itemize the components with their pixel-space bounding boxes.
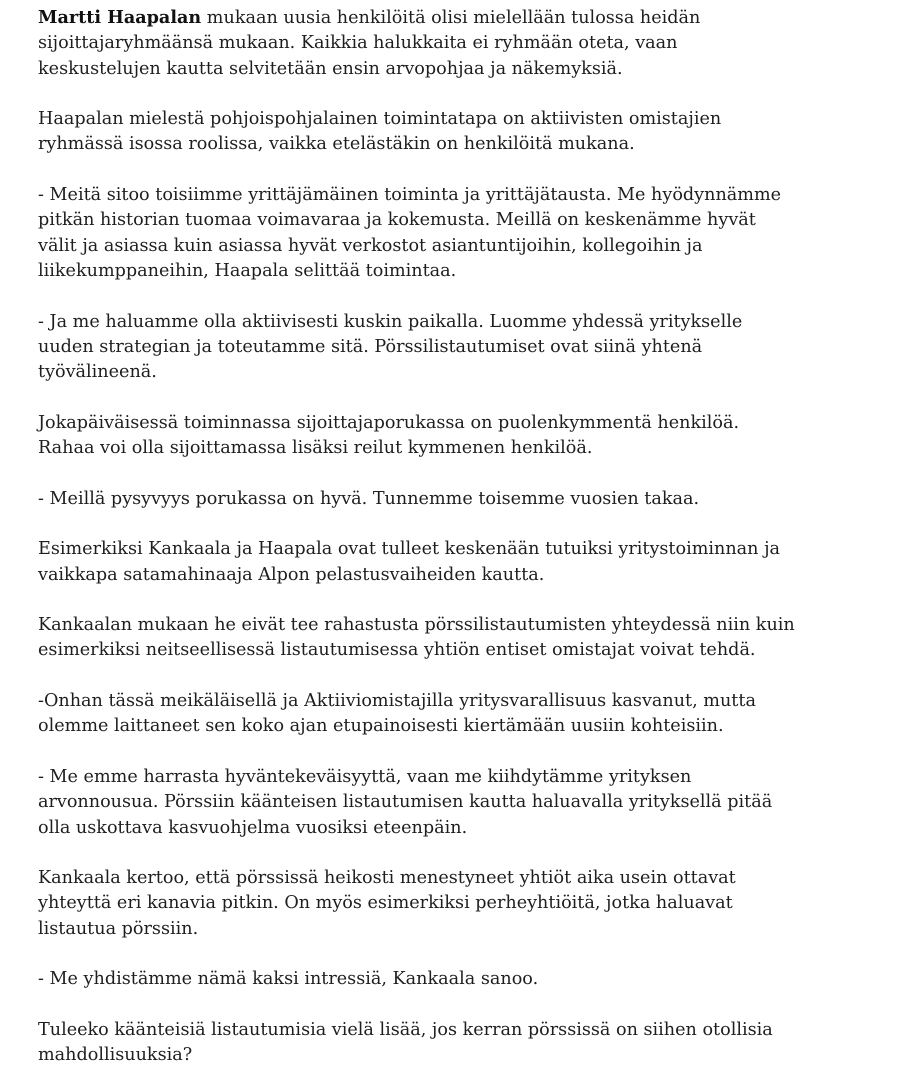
quote-paragraph: - Ja me haluamme olla aktiivisesti kuskin paikalla. Luomme yhdessä yritykselle uuden strategian ja toteutamme sitä. Pörssilistautumiset ovat siinä yhtenä työvälineenä.	[38, 311, 743, 383]
quote-paragraph: - Meitä sitoo toisiimme yrittäjämäinen toiminta ja yrittäjätausta. Me hyödynnämme pitkän historian tuomaa voimavaraa ja kokemusta. Meillä on keskenämme hyvät välit ja asiassa kuin asiassa hyvät verkostot asiantuntijoihin, kollegoihin ja liikekumppaneihin, Haapala selittää toimintaa.	[38, 185, 782, 281]
quote-paragraph: - Me yhdistämme nämä kaksi intressiä, Kankaala sanoo.	[38, 969, 539, 990]
question-paragraph: Tuleeko käänteisiä listautumisia vielä lisää, jos kerran pörssissä on siihen otollisia mahdollisuuksia?	[38, 1019, 773, 1066]
quote-paragraph: -Onhan tässä meikäläisellä ja Aktiiviomistajilla yritysvarallisuus kasvanut, mutta olemme laittaneet sen koko ajan etupainoisesti kiertämään uusiin kohteisiin.	[38, 691, 756, 737]
paragraph-lead	[38, 5, 798, 82]
article-body	[38, 5, 798, 1068]
paragraph: Kankaalan mukaan he eivät tee rahastusta pörssilistautumisten yhteydessä niin kuin esimerkiksi neitseellisessä listautumisessa yhtiön entiset omistajat voivat tehdä.	[38, 615, 795, 661]
person-name: Martti Haapalan	[38, 7, 202, 28]
quote-paragraph: - Me emme harrasta hyväntekeväisyyttä, vaan me kiihdytämme yrityksen arvonnousua. Pörssiin käänteisen listautumisen kautta haluavalla yrityksellä pitää olla uskottava kasvuohjelma vuosiksi eteenpäin.	[38, 766, 773, 838]
paragraph: Jokapäiväisessä toiminnassa sijoittajaporukassa on puolenkymmentä henkilöä. Rahaa voi olla sijoittamassa lisäksi reilut kymmenen henkilöä.	[38, 412, 740, 459]
paragraph: Kankaala kertoo, että pörssissä heikosti menestyneet yhtiöt aika usein ottavat yhteyttä eri kanavia pitkin. On myös esimerkiksi perheyhtiöitä, jotka haluavat listautua pörssiin.	[38, 868, 736, 939]
paragraph: Haapalan mielestä pohjoispohjalainen toimintatapa on aktiivisten omistajien ryhmässä isossa roolissa, vaikka etelästäkin on henkilöitä mukana.	[38, 109, 722, 155]
paragraph-text: mukaan uusia henkilöitä olisi mielellään tulossa heidän sijoittajaryhmäänsä mukaan. Kaikkia halukkaita ei ryhmään oteta, vaan keskustelujen kautta selvitetään ensin arvopohjaa ja näkemyksiä.	[38, 8, 701, 79]
paragraph: Esimerkiksi Kankaala ja Haapala ovat tulleet keskenään tutuiksi yritystoiminnan ja vaikkapa satamahinaaja Alpon pelastusvaiheiden kautta.	[38, 539, 781, 585]
quote-paragraph: - Meillä pysyvyys porukassa on hyvä. Tunnemme toisemme vuosien takaa.	[38, 488, 700, 509]
